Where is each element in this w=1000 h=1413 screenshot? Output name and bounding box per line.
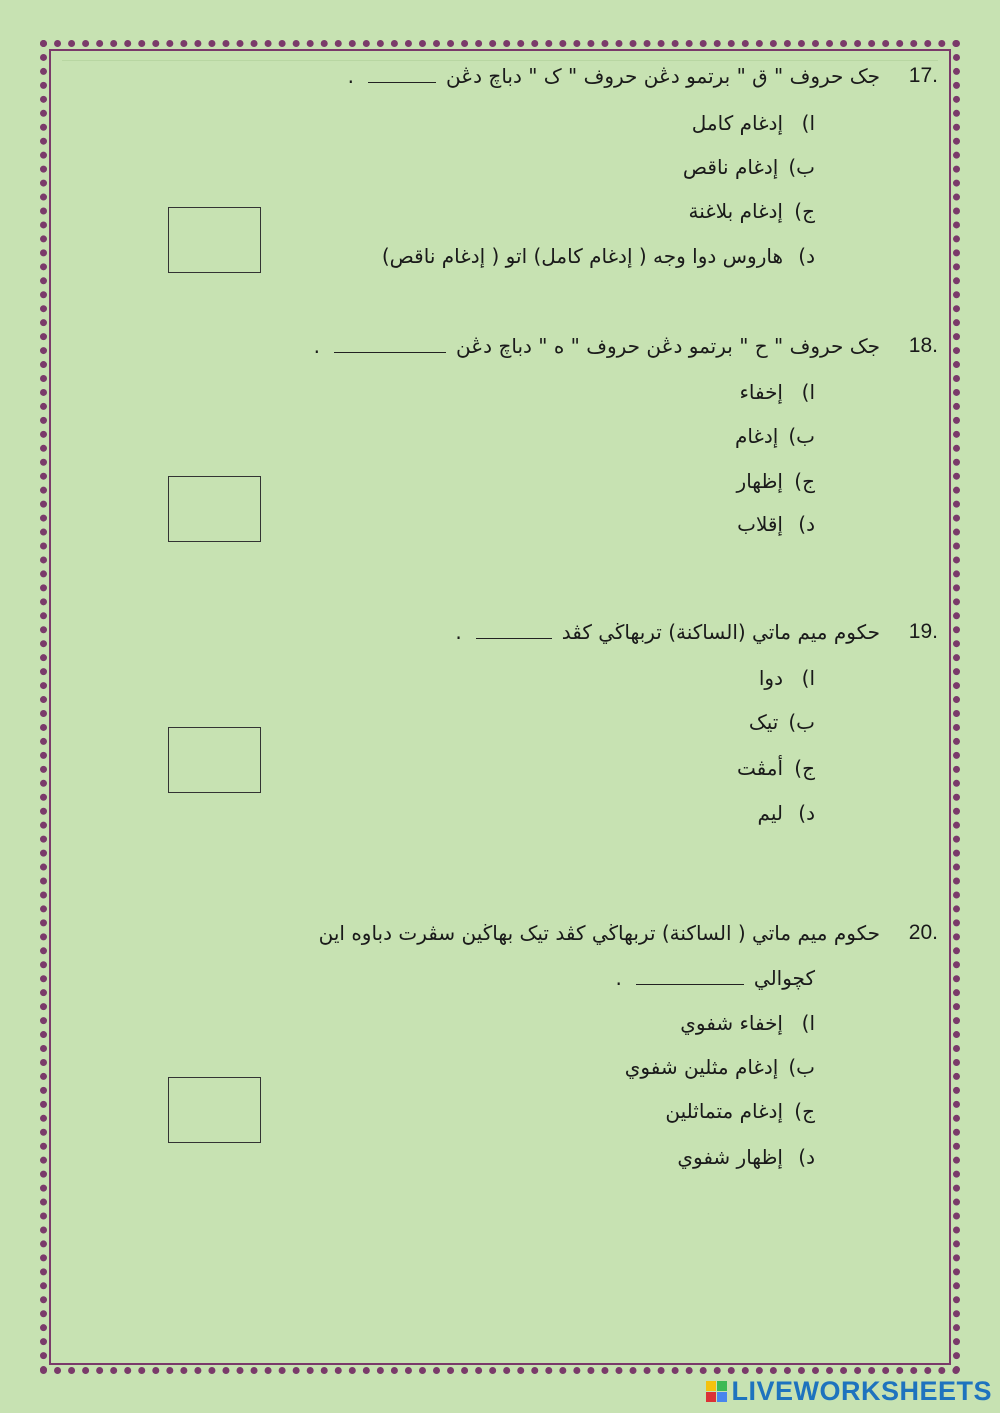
option-text: دوا [758,666,783,690]
option-letter: د) [798,801,815,825]
question-number: 20. [908,921,938,944]
option-letter: ج) [794,199,815,223]
option-letter: ا) [801,111,815,135]
option-text: إظهار [736,469,783,493]
option-letter: ا) [801,380,815,404]
option-letter: ج) [794,1099,815,1123]
option-letter: ج) [794,469,815,493]
option-text: تيک [748,710,779,734]
question-17 [347,64,938,88]
option-d [737,512,815,536]
question-number: 18. [908,334,938,357]
option-letter: ب) [788,155,815,179]
option-text: إقلاب [737,512,783,536]
option-text: إدغام بلاغنة [688,199,783,223]
option-letter: د) [798,1145,815,1169]
option-letter: ب) [788,1055,815,1079]
question-text-continued: کچوالي [753,966,815,990]
option-b [683,155,815,179]
question-text: حکوم ميم ماتي (الساکنة) تربهاڬي کڤد [561,620,880,644]
option-b [735,424,815,448]
option-c [689,199,815,223]
question-20 [318,921,938,945]
option-a [692,111,815,135]
option-text: إخفاء [739,380,783,404]
option-d [677,1145,815,1169]
liveworksheets-logo [706,1376,992,1407]
answer-blank [476,637,552,639]
question-text: جک حروف " ح " برتمو دڠن حروف " ه " دباچ دڠن [456,334,880,358]
option-b [625,1055,815,1079]
divider [62,60,938,61]
answer-blank [368,81,436,83]
option-a [680,1011,815,1035]
question-number: 19. [908,620,938,643]
option-c [737,756,815,780]
option-letter: ا) [801,1011,815,1035]
option-text: إدغام ناقص [682,155,779,179]
answer-box-17[interactable] [168,207,261,273]
option-a [759,666,815,690]
option-text: ليم [757,801,783,825]
answer-box-18[interactable] [168,476,261,542]
option-letter: ا) [801,666,815,690]
question-18 [313,334,938,358]
option-text: أمڤت [736,756,783,780]
option-d [382,244,815,268]
option-text: إدغام [734,424,779,448]
question-end-dot: . [347,64,354,88]
option-letter: ب) [788,710,815,734]
option-d [758,801,815,825]
option-letter: د) [798,512,815,536]
question-text: حکوم ميم ماتي ( الساکنة) تربهاڬي کڤد تيک بهاڬين سڤرت دباوه اين [318,921,880,945]
option-c [665,1099,815,1123]
option-text: هاروس دوا وجه ( إدغام كامل) اتو ( إدغام ناقص) [381,244,783,268]
option-text: إدغام كامل [691,111,783,135]
logo-text: LIVEWORKSHEETS [731,1376,992,1406]
question-end-dot: . [455,620,462,644]
option-b [749,710,815,734]
logo-icon [706,1381,727,1402]
question-text: جک حروف " ق " برتمو دڠن حروف " ک " دباچ دڠن [445,64,880,88]
answer-blank [636,983,744,985]
question-20-line-2 [616,966,815,990]
question-end-dot: . [313,334,321,358]
question-19 [455,620,938,644]
option-c [737,469,815,493]
option-letter: ب) [788,424,815,448]
question-number: 17. [908,64,938,87]
question-end-dot: . [615,966,622,990]
option-text: إخفاء شفوي [680,1011,783,1035]
option-text: إدغام متماثلين [665,1099,783,1123]
answer-blank [334,351,446,353]
option-text: إظهار شفوي [677,1145,783,1169]
answer-box-20[interactable] [168,1077,261,1143]
option-a [739,380,815,404]
option-letter: د) [798,244,815,268]
answer-box-19[interactable] [168,727,261,793]
option-letter: ج) [794,756,815,780]
option-text: إدغام مثلين شفوي [624,1055,779,1079]
